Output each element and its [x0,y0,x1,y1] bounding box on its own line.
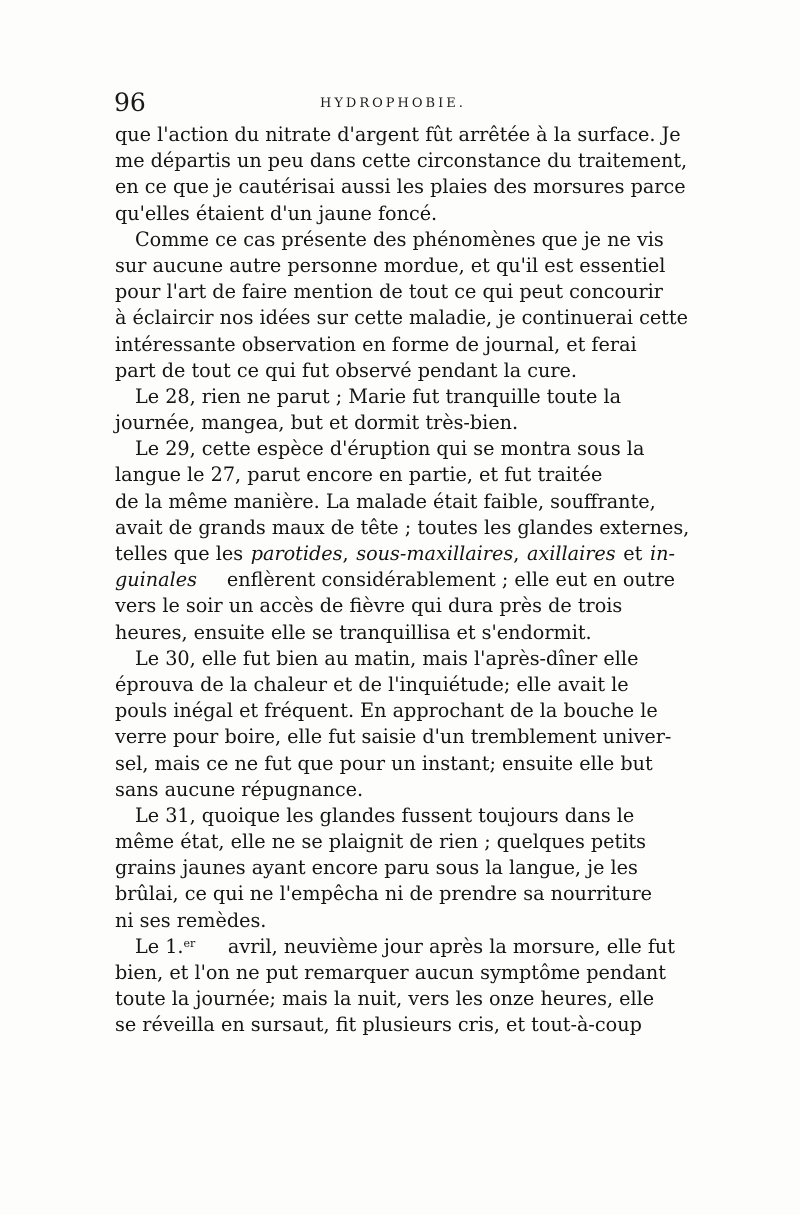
italic-term: parotides [250,542,343,565]
text-line [115,515,690,541]
text-line [115,358,675,384]
text-line [115,332,675,358]
text-line [115,305,688,331]
italic-term: sous-maxillaires [356,542,514,565]
text-line [115,410,675,436]
text-run [135,934,195,960]
text-line [115,620,675,646]
text-run: sans aucune répugnance. [115,777,364,801]
text-run: Le 30, elle fut bien au matin, mais l'après-dîner elle [135,646,639,670]
text-run: avril, neuvième jour après la morsure, elle fut [227,934,675,958]
text-run: grains jaunes ayant encore paru sous la langue, je les [115,856,638,880]
text-line [115,672,675,698]
text-line [115,986,675,1012]
text-line [115,593,675,619]
text-run: que l'action du nitrate d'argent fût arrêtée à la surface. Je [115,123,681,146]
text-line [115,777,675,803]
running-head: HYDROPHOBIE. [320,96,466,111]
text-run: brûlai, ce qui ne l'empêcha ni de prendre sa nourriture [115,882,652,906]
text-run: même état, elle ne se plaignit de rien ; quelques petits [115,830,646,854]
text-run: intéressante observation en forme de journal, et ferai [115,332,637,356]
text-line [115,201,675,227]
text-line [115,489,675,515]
text-run: qu'elles étaient d'un jaune foncé. [115,201,438,225]
text-line [115,174,686,200]
text-line [115,122,681,148]
page-header [114,88,674,122]
text-run: pouls inégal et fréquent. En approchant de la bouche le [115,699,658,723]
text-run: part de tout ce qui fut observé pendant la cure. [115,358,578,382]
text-line [115,829,675,855]
text-run: Comme ce cas présente des phénomènes que je ne vis [135,227,664,251]
text-run: vers le soir un accès de fièvre qui dura près de trois [115,594,623,618]
body-text [115,122,690,1039]
italic-term: guinales [115,568,197,592]
text-run: ni ses remèdes. [115,908,267,932]
text-line [115,227,675,253]
text-run: me départis un peu dans cette circonstance du traitement, [115,149,688,173]
text-line [115,881,675,907]
text-run: bien, et l'on ne put remarquer aucun symptôme pendant [115,961,666,984]
text-line [115,803,675,829]
text-line [115,960,675,986]
text-run: journée, mangea, but et dormit très-bien. [115,411,519,435]
text-line [115,751,675,777]
text-run: de la même manière. La malade était faible, souffrante, [115,489,656,513]
page-number: 96 [114,88,146,117]
text-run: à éclaircir nos idées sur cette maladie, je continuerai cette [115,306,688,330]
text-run: se réveilla en sursaut, fit plusieurs cris, et tout-à-coup [115,1013,642,1037]
text-run: sel, mais ce ne fut que pour un instant; ensuite elle but [115,751,653,775]
text-run: et [623,542,643,565]
text-run: éprouva de la chaleur et de l'inquiétude; elle avait le [115,672,629,696]
text-line [115,646,675,672]
text-run: enflèrent considérablement ; elle eut en outre [226,568,675,592]
text-line [115,436,675,462]
text-line [115,253,675,279]
text-line [115,698,675,724]
text-run: en ce que je cautérisai aussi les plaies des morsures parce [115,175,686,199]
text-line [115,934,675,960]
text-run: sur aucune autre personne mordue, et qu'il est essentiel [115,253,666,277]
text-run: avait de grands maux de tête ; toutes les glandes externes, [115,515,690,539]
text-run: Le 28, rien ne parut ; Marie fut tranquille toute la [135,384,622,408]
text-line [115,1012,675,1038]
ordinal-suffix: er [183,936,196,950]
text-run: Le 31, quoique les glandes fussent toujours dans le [135,803,635,827]
text-run: toute la journée; mais la nuit, vers les onze heures, elle [115,987,655,1011]
text-line [115,148,688,174]
text-run: langue le 27, parut encore en partie, et fut traitée [115,463,603,487]
italic-term: axillaires [526,542,616,565]
text-line: telles que les parotides, sous-maxillaires, axillaires et in- [115,541,675,567]
text-run: heures, ensuite elle se tranquillisa et s'endormit. [115,620,592,644]
text-run: verre pour boire, elle fut saisie d'un tremblement univer- [115,725,672,749]
text-run: telles que les [115,542,244,565]
text-run: pour l'art de faire mention de tout ce qui peut concourir [115,280,663,304]
text-line [115,462,675,488]
text-line [115,384,675,410]
text-line [115,855,675,881]
date-label: Le 1. [135,934,184,958]
text-line [115,908,675,934]
text-run: Le 29, cette espèce d'éruption qui se montra sous la [135,437,645,461]
text-line [115,567,675,593]
italic-term: in- [649,542,675,565]
text-line [115,724,675,750]
text-line [115,279,675,305]
